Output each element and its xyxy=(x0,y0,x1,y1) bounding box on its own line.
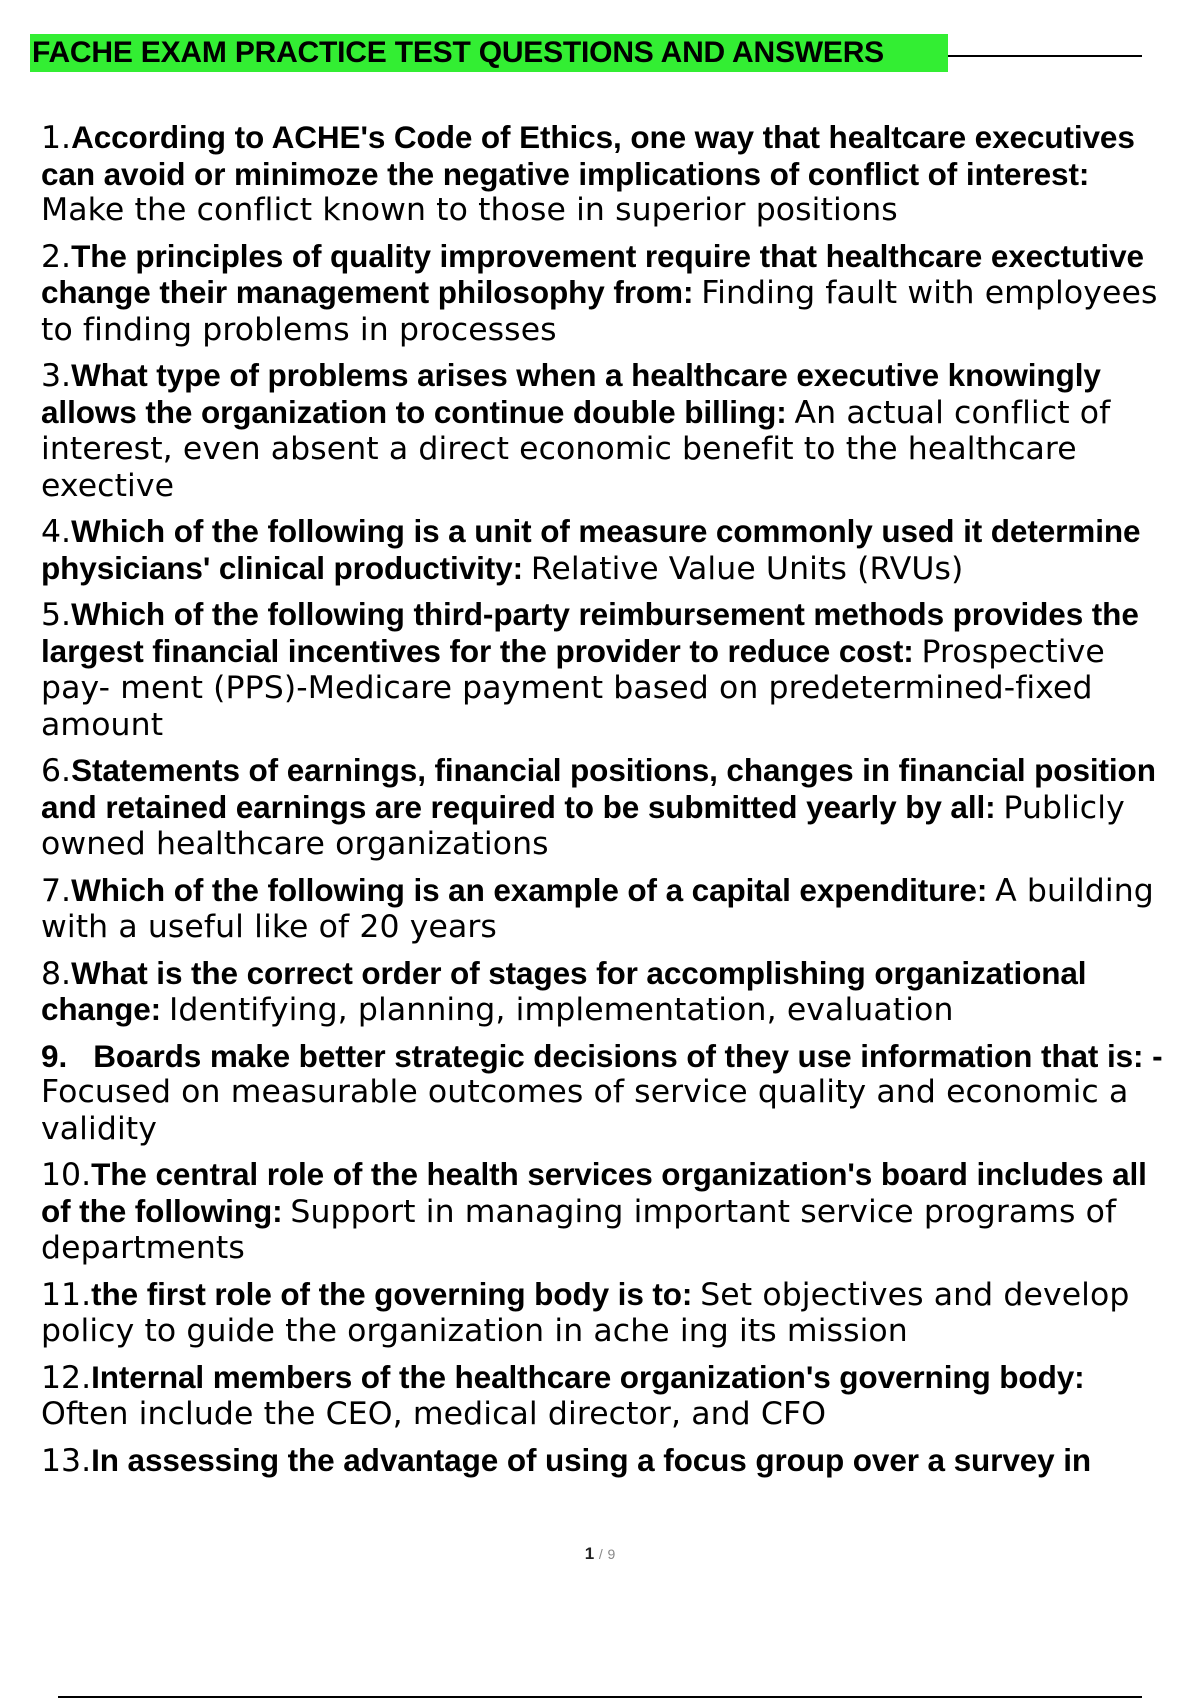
answer-text: Finding fault with employees to finding problems in processes xyxy=(41,275,1158,348)
qa-item xyxy=(41,1039,1171,1148)
answer-text: Prospective pay- ment (PPS)-Medicare payment based on predetermined-fixed amount xyxy=(41,633,1105,743)
document-header xyxy=(30,34,1142,72)
item-number: 2. xyxy=(41,238,72,275)
qa-item xyxy=(41,753,1171,863)
answer-text: A building with a useful like of 20 years xyxy=(41,872,1154,945)
question-text: Statements of earnings, financial positions, changes in financial position and retained earnings are required to be submitted yearly by all: xyxy=(41,752,1156,825)
page-counter xyxy=(0,1544,1200,1564)
question-text: Which of the following is a unit of measure commonly used it determine physicians' clinical productivity: xyxy=(41,513,1141,586)
footer-divider xyxy=(58,1696,1142,1698)
page-separator: / xyxy=(598,1546,603,1562)
answer-text: Focused on measurable outcomes of service quality and economic a validity xyxy=(41,1074,1129,1147)
qa-list xyxy=(41,120,1171,1489)
current-page: 1 xyxy=(584,1544,595,1563)
answer-text: Relative Value Units (RVUs) xyxy=(530,550,964,587)
qa-item xyxy=(41,120,1171,229)
qa-item xyxy=(41,239,1171,349)
answer-text: Identifying, planning, implementation, evaluation xyxy=(168,992,954,1028)
item-number: 5. xyxy=(41,597,72,633)
item-number: 12. xyxy=(41,1359,92,1396)
answer-text: An actual conflict of interest, even absent a direct economic benefit to the healthcare exective xyxy=(41,394,1111,504)
question-text: Which of the following third-party reimbursement methods provides the largest financial incentives for the provider to reduce cost: xyxy=(41,596,1139,669)
qa-item xyxy=(41,358,1171,504)
document-title: FACHE EXAM PRACTICE TEST QUESTIONS AND ANSWERS xyxy=(32,36,884,69)
question-text: The principles of quality improvement require that healthcare exectutive change their management philosophy from: xyxy=(41,237,1144,310)
qa-item xyxy=(41,1157,1171,1267)
item-number: 6. xyxy=(41,753,72,789)
question-text: According to ACHE's Code of Ethics, one way that healtcare executives can avoid or minimoze the negative implications of conflict of interest: xyxy=(41,119,1135,192)
question-text: The central role of the health services organization's board includes all of the following: xyxy=(41,1156,1147,1229)
question-text: What is the correct order of stages for accomplishing organizational change: xyxy=(41,954,1087,1027)
item-number: 8. xyxy=(41,955,72,992)
item-number: 7. xyxy=(41,872,72,909)
item-number: 13. xyxy=(41,1442,92,1479)
answer-text: Make the conflict known to those in superior positions xyxy=(41,192,898,228)
qa-item xyxy=(41,1277,1171,1350)
item-number: 11. xyxy=(41,1276,92,1313)
item-number: 10. xyxy=(41,1157,92,1193)
qa-item xyxy=(41,873,1171,946)
total-pages: 9 xyxy=(607,1546,616,1562)
question-text: Which of the following is an example of a capital expenditure: xyxy=(71,871,988,908)
item-number: 9. xyxy=(41,1037,68,1074)
question-text: In assessing the advantage of using a focus group over a survey in xyxy=(91,1441,1092,1478)
question-text: Internal members of the healthcare organization's governing body: xyxy=(91,1358,1085,1395)
answer-text: Often include the CEO, medical director, and CFO xyxy=(41,1396,827,1432)
item-number: 4. xyxy=(41,514,72,550)
item-number: 1. xyxy=(41,120,72,156)
question-text: the first role of the governing body is to: xyxy=(91,1275,693,1312)
item-number: 3. xyxy=(41,358,72,394)
answer-text: Publicly owned healthcare organizations xyxy=(41,789,1125,862)
title-underline xyxy=(948,55,1142,57)
answer-text: Support in managing important service programs of departments xyxy=(41,1193,1117,1266)
qa-item xyxy=(41,597,1171,743)
question-text: What type of problems arises when a healthcare executive knowingly allows the organization to continue double billing: xyxy=(41,357,1101,430)
qa-item xyxy=(41,1360,1171,1433)
qa-item xyxy=(41,514,1171,587)
qa-item xyxy=(41,1443,1171,1480)
qa-item xyxy=(41,956,1171,1029)
question-text: Boards make better strategic decisions of they use information that is: - xyxy=(93,1037,1163,1074)
answer-text: Set objectives and develop policy to guide the organization in ache ing its mission xyxy=(41,1276,1130,1349)
